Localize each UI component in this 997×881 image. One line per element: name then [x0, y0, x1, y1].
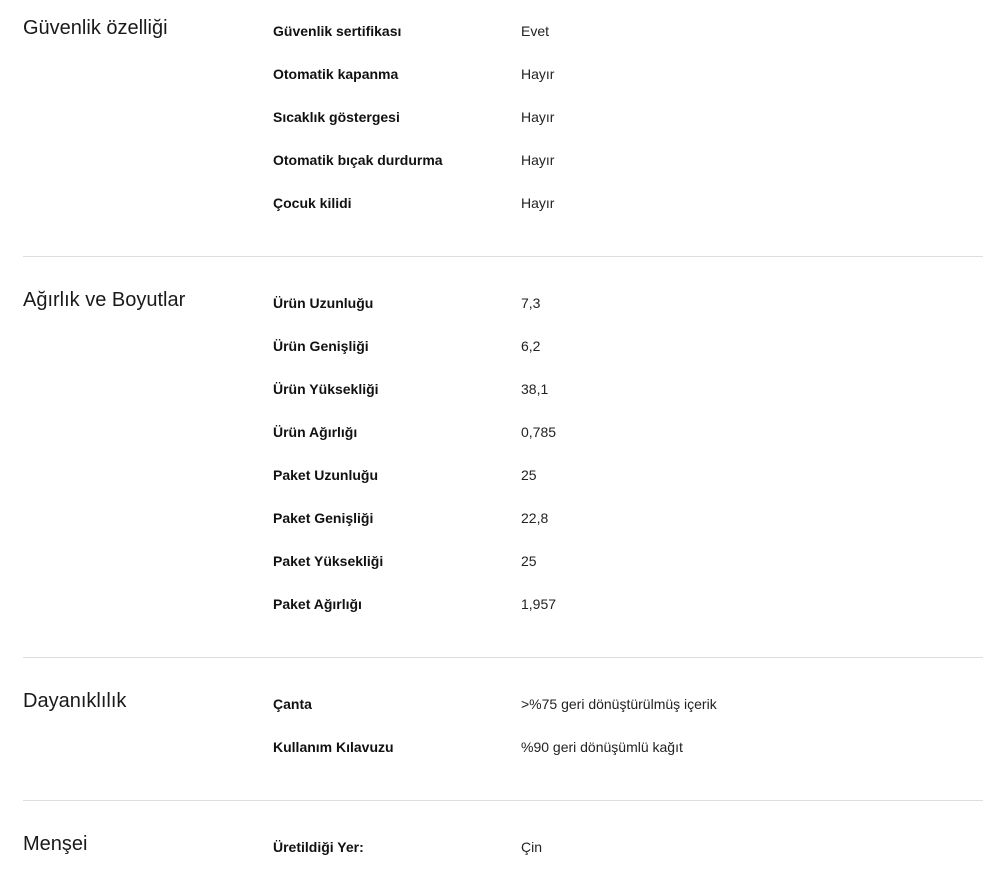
spec-row	[273, 502, 983, 545]
spec-label: Üretildiği Yer:	[273, 839, 364, 855]
spec-value: 38,1	[521, 381, 549, 397]
spec-row	[273, 187, 983, 230]
spec-label: Otomatik kapanma	[273, 66, 399, 82]
spec-value: Hayır	[521, 66, 555, 82]
spec-row	[273, 287, 983, 330]
spec-row	[273, 330, 983, 373]
spec-label: Paket Ağırlığı	[273, 596, 362, 612]
spec-label: Paket Genişliği	[273, 510, 374, 526]
spec-label: Paket Yüksekliği	[273, 553, 384, 569]
spec-value: 1,957	[521, 596, 557, 612]
spec-row	[273, 15, 983, 58]
spec-value: Evet	[521, 23, 550, 39]
spec-label: Kullanım Kılavuzu	[273, 739, 394, 755]
spec-label: Paket Uzunluğu	[273, 467, 379, 483]
spec-value: Hayır	[521, 195, 555, 211]
section-title: Menşei	[23, 833, 88, 855]
spec-row	[273, 459, 983, 502]
spec-label: Ürün Yüksekliği	[273, 381, 379, 397]
spec-label: Ürün Genişliği	[273, 338, 369, 354]
spec-value: 7,3	[521, 295, 541, 311]
spec-label: Ürün Ağırlığı	[273, 424, 358, 440]
spec-value: Hayır	[521, 109, 555, 125]
spec-label: Otomatik bıçak durdurma	[273, 152, 443, 168]
spec-value: Hayır	[521, 152, 555, 168]
spec-value: 0,785	[521, 424, 557, 440]
spec-value: %90 geri dönüşümlü kağıt	[521, 739, 683, 755]
spec-row	[273, 373, 983, 416]
spec-label: Çocuk kilidi	[273, 195, 352, 211]
spec-row	[273, 101, 983, 144]
spec-value: 22,8	[521, 510, 549, 526]
spec-row	[273, 831, 983, 874]
section-divider	[23, 657, 983, 658]
spec-value: 6,2	[521, 338, 541, 354]
spec-list	[273, 831, 983, 874]
section-title: Ağırlık ve Boyutlar	[23, 289, 186, 311]
spec-list	[273, 15, 983, 230]
spec-row	[273, 58, 983, 101]
spec-label: Ürün Uzunluğu	[273, 295, 374, 311]
spec-row	[273, 545, 983, 588]
spec-row	[273, 416, 983, 459]
spec-row	[273, 688, 983, 731]
section-title: Dayanıklılık	[23, 690, 127, 712]
spec-label: Çanta	[273, 696, 312, 712]
spec-value: 25	[521, 553, 537, 569]
spec-list	[273, 688, 983, 774]
spec-value: Çin	[521, 839, 543, 855]
spec-value: >%75 geri dönüştürülmüş içerik	[521, 696, 717, 712]
spec-row	[273, 588, 983, 631]
spec-row	[273, 731, 983, 774]
spec-value: 25	[521, 467, 537, 483]
spec-label: Sıcaklık göstergesi	[273, 109, 400, 125]
section-divider	[23, 256, 983, 257]
section-title: Güvenlik özelliği	[23, 17, 168, 39]
spec-label: Güvenlik sertifikası	[273, 23, 402, 39]
section-divider	[23, 800, 983, 801]
spec-row	[273, 144, 983, 187]
spec-list	[273, 287, 983, 631]
